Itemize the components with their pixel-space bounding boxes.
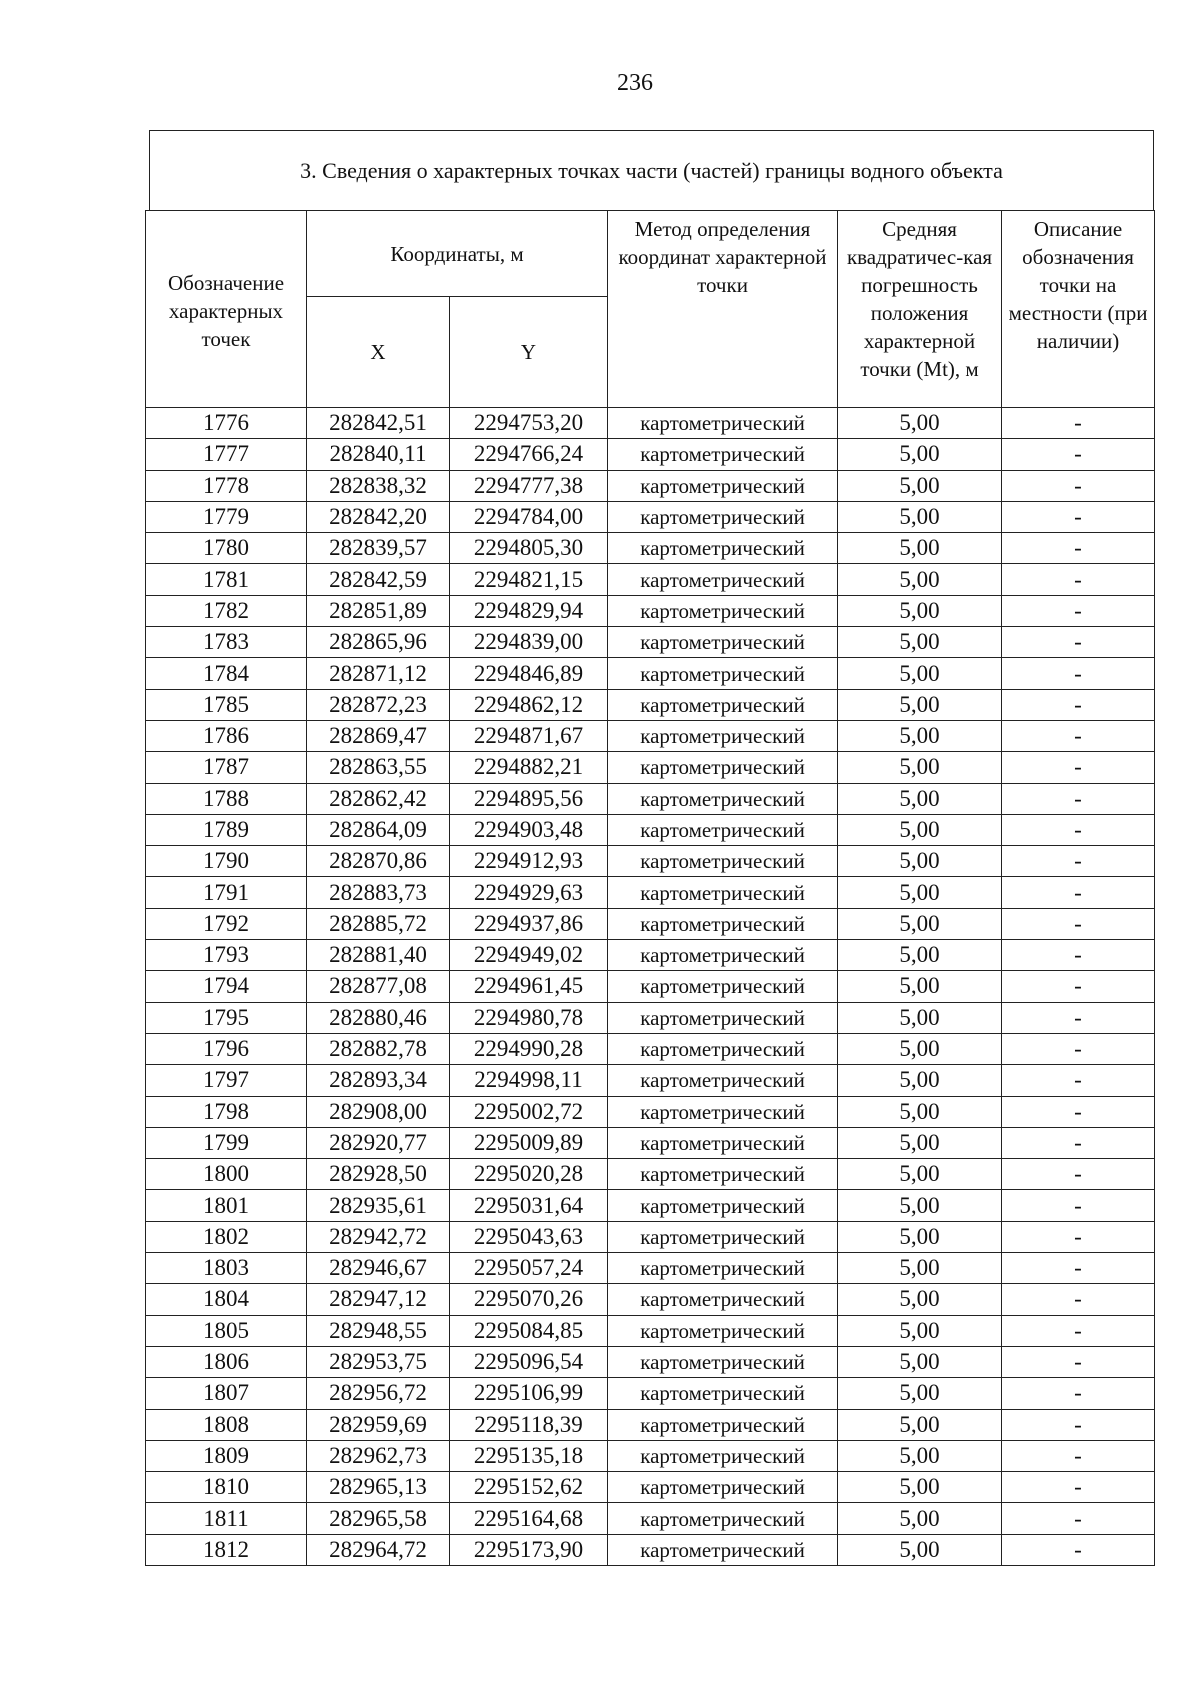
method-cell: картометрический	[608, 533, 838, 564]
header-point-designation: Обозначение характерных точек	[146, 211, 307, 408]
y-coordinate-cell: 2294821,15	[450, 564, 608, 595]
point-id-cell: 1785	[146, 689, 307, 720]
table-row	[146, 564, 1155, 595]
mean-error-cell: 5,00	[838, 1378, 1002, 1409]
y-coordinate-cell: 2294903,48	[450, 814, 608, 845]
mean-error-cell: 5,00	[838, 408, 1002, 439]
method-cell: картометрический	[608, 908, 838, 939]
method-cell: картометрический	[608, 501, 838, 532]
point-id-cell: 1809	[146, 1440, 307, 1471]
mean-error-cell: 5,00	[838, 595, 1002, 626]
y-coordinate-cell: 2294846,89	[450, 658, 608, 689]
description-cell: -	[1002, 658, 1155, 689]
mean-error-cell: 5,00	[838, 846, 1002, 877]
method-cell: картометрический	[608, 1472, 838, 1503]
x-coordinate-cell: 282851,89	[307, 595, 450, 626]
table-row	[146, 752, 1155, 783]
mean-error-cell: 5,00	[838, 470, 1002, 501]
section-title: 3. Сведения о характерных точках части (частей) границы водного объекта	[149, 130, 1154, 210]
mean-error-cell: 5,00	[838, 533, 1002, 564]
table-row	[146, 533, 1155, 564]
point-id-cell: 1779	[146, 501, 307, 532]
table-row	[146, 1096, 1155, 1127]
description-cell: -	[1002, 783, 1155, 814]
method-cell: картометрический	[608, 877, 838, 908]
method-cell: картометрический	[608, 1127, 838, 1158]
point-id-cell: 1781	[146, 564, 307, 595]
y-coordinate-cell: 2294871,67	[450, 720, 608, 751]
description-cell: -	[1002, 971, 1155, 1002]
method-cell: картометрический	[608, 814, 838, 845]
y-coordinate-cell: 2295164,68	[450, 1503, 608, 1534]
table-row	[146, 1284, 1155, 1315]
point-id-cell: 1801	[146, 1190, 307, 1221]
point-id-cell: 1794	[146, 971, 307, 1002]
point-id-cell: 1786	[146, 720, 307, 751]
mean-error-cell: 5,00	[838, 658, 1002, 689]
x-coordinate-cell: 282947,12	[307, 1284, 450, 1315]
mean-error-cell: 5,00	[838, 1284, 1002, 1315]
y-coordinate-cell: 2295173,90	[450, 1534, 608, 1565]
method-cell: картометрический	[608, 1033, 838, 1064]
x-coordinate-cell: 282908,00	[307, 1096, 450, 1127]
table-row	[146, 1033, 1155, 1064]
mean-error-cell: 5,00	[838, 720, 1002, 751]
point-id-cell: 1778	[146, 470, 307, 501]
y-coordinate-cell: 2294829,94	[450, 595, 608, 626]
description-cell: -	[1002, 627, 1155, 658]
point-id-cell: 1798	[146, 1096, 307, 1127]
y-coordinate-cell: 2294839,00	[450, 627, 608, 658]
mean-error-cell: 5,00	[838, 1221, 1002, 1252]
x-coordinate-cell: 282881,40	[307, 940, 450, 971]
point-id-cell: 1791	[146, 877, 307, 908]
y-coordinate-cell: 2294937,86	[450, 908, 608, 939]
table-row	[146, 470, 1155, 501]
mean-error-cell: 5,00	[838, 564, 1002, 595]
x-coordinate-cell: 282842,20	[307, 501, 450, 532]
y-coordinate-cell: 2295118,39	[450, 1409, 608, 1440]
x-coordinate-cell: 282877,08	[307, 971, 450, 1002]
x-coordinate-cell: 282965,13	[307, 1472, 450, 1503]
method-cell: картометрический	[608, 940, 838, 971]
mean-error-cell: 5,00	[838, 1440, 1002, 1471]
table-row	[146, 783, 1155, 814]
description-cell: -	[1002, 1127, 1155, 1158]
description-cell: -	[1002, 720, 1155, 751]
x-coordinate-cell: 282946,67	[307, 1253, 450, 1284]
description-cell: -	[1002, 595, 1155, 626]
mean-error-cell: 5,00	[838, 1002, 1002, 1033]
header-method: Метод определения координат характерной точки	[608, 211, 838, 408]
table-row	[146, 1440, 1155, 1471]
mean-error-cell: 5,00	[838, 908, 1002, 939]
description-cell: -	[1002, 689, 1155, 720]
description-cell: -	[1002, 1159, 1155, 1190]
method-cell: картометрический	[608, 971, 838, 1002]
description-cell: -	[1002, 1534, 1155, 1565]
description-cell: -	[1002, 908, 1155, 939]
y-coordinate-cell: 2295106,99	[450, 1378, 608, 1409]
table-row	[146, 658, 1155, 689]
table-row	[146, 1472, 1155, 1503]
method-cell: картометрический	[608, 1534, 838, 1565]
x-coordinate-cell: 282864,09	[307, 814, 450, 845]
y-coordinate-cell: 2294766,24	[450, 439, 608, 470]
x-coordinate-cell: 282942,72	[307, 1221, 450, 1252]
mean-error-cell: 5,00	[838, 1534, 1002, 1565]
mean-error-cell: 5,00	[838, 689, 1002, 720]
y-coordinate-cell: 2294805,30	[450, 533, 608, 564]
description-cell: -	[1002, 1315, 1155, 1346]
point-id-cell: 1783	[146, 627, 307, 658]
method-cell: картометрический	[608, 1346, 838, 1377]
point-id-cell: 1796	[146, 1033, 307, 1064]
table-row	[146, 501, 1155, 532]
description-cell: -	[1002, 1284, 1155, 1315]
header-coordinates: Координаты, м	[307, 211, 608, 297]
mean-error-cell: 5,00	[838, 627, 1002, 658]
table-row	[146, 1315, 1155, 1346]
mean-error-cell: 5,00	[838, 1409, 1002, 1440]
point-id-cell: 1782	[146, 595, 307, 626]
table-row	[146, 814, 1155, 845]
method-cell: картометрический	[608, 1221, 838, 1252]
table-row	[146, 940, 1155, 971]
header-mean-error: Средняя квадратичес-кая погрешность положения характерной точки (Mt), м	[838, 211, 1002, 408]
y-coordinate-cell: 2294895,56	[450, 783, 608, 814]
table-row	[146, 1221, 1155, 1252]
mean-error-cell: 5,00	[838, 1503, 1002, 1534]
point-id-cell: 1805	[146, 1315, 307, 1346]
point-id-cell: 1788	[146, 783, 307, 814]
method-cell: картометрический	[608, 595, 838, 626]
x-coordinate-cell: 282956,72	[307, 1378, 450, 1409]
description-cell: -	[1002, 1190, 1155, 1221]
table-row	[146, 1534, 1155, 1565]
method-cell: картометрический	[608, 1190, 838, 1221]
method-cell: картометрический	[608, 470, 838, 501]
description-cell: -	[1002, 1503, 1155, 1534]
mean-error-cell: 5,00	[838, 439, 1002, 470]
method-cell: картометрический	[608, 689, 838, 720]
y-coordinate-cell: 2294998,11	[450, 1065, 608, 1096]
method-cell: картометрический	[608, 752, 838, 783]
description-cell: -	[1002, 439, 1155, 470]
method-cell: картометрический	[608, 1096, 838, 1127]
mean-error-cell: 5,00	[838, 1033, 1002, 1064]
point-id-cell: 1808	[146, 1409, 307, 1440]
table-row	[146, 1378, 1155, 1409]
y-coordinate-cell: 2294862,12	[450, 689, 608, 720]
method-cell: картометрический	[608, 1253, 838, 1284]
description-cell: -	[1002, 1346, 1155, 1377]
table-row	[146, 1002, 1155, 1033]
mean-error-cell: 5,00	[838, 1472, 1002, 1503]
point-id-cell: 1799	[146, 1127, 307, 1158]
description-cell: -	[1002, 1033, 1155, 1064]
x-coordinate-cell: 282842,51	[307, 408, 450, 439]
description-cell: -	[1002, 533, 1155, 564]
table-row	[146, 1159, 1155, 1190]
x-coordinate-cell: 282840,11	[307, 439, 450, 470]
table-row	[146, 595, 1155, 626]
x-coordinate-cell: 282959,69	[307, 1409, 450, 1440]
point-id-cell: 1795	[146, 1002, 307, 1033]
description-cell: -	[1002, 408, 1155, 439]
description-cell: -	[1002, 1221, 1155, 1252]
mean-error-cell: 5,00	[838, 1346, 1002, 1377]
x-coordinate-cell: 282953,75	[307, 1346, 450, 1377]
method-cell: картометрический	[608, 1503, 838, 1534]
method-cell: картометрический	[608, 1159, 838, 1190]
y-coordinate-cell: 2295009,89	[450, 1127, 608, 1158]
table-row	[146, 1190, 1155, 1221]
table-row	[146, 408, 1155, 439]
description-cell: -	[1002, 1002, 1155, 1033]
y-coordinate-cell: 2295031,64	[450, 1190, 608, 1221]
y-coordinate-cell: 2295057,24	[450, 1253, 608, 1284]
description-cell: -	[1002, 1409, 1155, 1440]
method-cell: картометрический	[608, 1315, 838, 1346]
table-row	[146, 846, 1155, 877]
point-id-cell: 1790	[146, 846, 307, 877]
description-cell: -	[1002, 1472, 1155, 1503]
description-cell: -	[1002, 846, 1155, 877]
x-coordinate-cell: 282863,55	[307, 752, 450, 783]
y-coordinate-cell: 2295096,54	[450, 1346, 608, 1377]
mean-error-cell: 5,00	[838, 1253, 1002, 1284]
method-cell: картометрический	[608, 658, 838, 689]
page-number: 236	[617, 70, 653, 96]
method-cell: картометрический	[608, 1440, 838, 1471]
y-coordinate-cell: 2294961,45	[450, 971, 608, 1002]
table-row	[146, 689, 1155, 720]
x-coordinate-cell: 282882,78	[307, 1033, 450, 1064]
mean-error-cell: 5,00	[838, 1315, 1002, 1346]
mean-error-cell: 5,00	[838, 971, 1002, 1002]
table-row	[146, 1065, 1155, 1096]
table-row	[146, 877, 1155, 908]
x-coordinate-cell: 282883,73	[307, 877, 450, 908]
description-cell: -	[1002, 564, 1155, 595]
point-id-cell: 1776	[146, 408, 307, 439]
y-coordinate-cell: 2295070,26	[450, 1284, 608, 1315]
x-coordinate-cell: 282893,34	[307, 1065, 450, 1096]
point-id-cell: 1789	[146, 814, 307, 845]
y-coordinate-cell: 2294990,28	[450, 1033, 608, 1064]
x-coordinate-cell: 282962,73	[307, 1440, 450, 1471]
x-coordinate-cell: 282870,86	[307, 846, 450, 877]
x-coordinate-cell: 282872,23	[307, 689, 450, 720]
table-row	[146, 908, 1155, 939]
point-id-cell: 1803	[146, 1253, 307, 1284]
x-coordinate-cell: 282838,32	[307, 470, 450, 501]
mean-error-cell: 5,00	[838, 1190, 1002, 1221]
y-coordinate-cell: 2295020,28	[450, 1159, 608, 1190]
x-coordinate-cell: 282935,61	[307, 1190, 450, 1221]
y-coordinate-cell: 2294912,93	[450, 846, 608, 877]
point-id-cell: 1784	[146, 658, 307, 689]
point-id-cell: 1811	[146, 1503, 307, 1534]
method-cell: картометрический	[608, 627, 838, 658]
description-cell: -	[1002, 814, 1155, 845]
table-row	[146, 1127, 1155, 1158]
method-cell: картометрический	[608, 1065, 838, 1096]
y-coordinate-cell: 2294882,21	[450, 752, 608, 783]
point-id-cell: 1800	[146, 1159, 307, 1190]
point-id-cell: 1812	[146, 1534, 307, 1565]
y-coordinate-cell: 2295135,18	[450, 1440, 608, 1471]
table-row	[146, 1503, 1155, 1534]
description-cell: -	[1002, 470, 1155, 501]
mean-error-cell: 5,00	[838, 1065, 1002, 1096]
mean-error-cell: 5,00	[838, 1127, 1002, 1158]
y-coordinate-cell: 2294777,38	[450, 470, 608, 501]
y-coordinate-cell: 2295084,85	[450, 1315, 608, 1346]
x-coordinate-cell: 282880,46	[307, 1002, 450, 1033]
x-coordinate-cell: 282862,42	[307, 783, 450, 814]
description-cell: -	[1002, 877, 1155, 908]
description-cell: -	[1002, 752, 1155, 783]
x-coordinate-cell: 282839,57	[307, 533, 450, 564]
x-coordinate-cell: 282842,59	[307, 564, 450, 595]
description-cell: -	[1002, 501, 1155, 532]
point-id-cell: 1792	[146, 908, 307, 939]
x-coordinate-cell: 282928,50	[307, 1159, 450, 1190]
method-cell: картометрический	[608, 1284, 838, 1315]
y-coordinate-cell: 2294949,02	[450, 940, 608, 971]
description-cell: -	[1002, 1065, 1155, 1096]
x-coordinate-cell: 282920,77	[307, 1127, 450, 1158]
point-id-cell: 1793	[146, 940, 307, 971]
method-cell: картометрический	[608, 846, 838, 877]
table-row	[146, 1253, 1155, 1284]
method-cell: картометрический	[608, 1409, 838, 1440]
header-x: X	[307, 297, 450, 408]
y-coordinate-cell: 2295002,72	[450, 1096, 608, 1127]
y-coordinate-cell: 2295043,63	[450, 1221, 608, 1252]
method-cell: картометрический	[608, 1002, 838, 1033]
mean-error-cell: 5,00	[838, 501, 1002, 532]
y-coordinate-cell: 2294929,63	[450, 877, 608, 908]
mean-error-cell: 5,00	[838, 940, 1002, 971]
mean-error-cell: 5,00	[838, 752, 1002, 783]
method-cell: картометрический	[608, 720, 838, 751]
y-coordinate-cell: 2294753,20	[450, 408, 608, 439]
table-row	[146, 627, 1155, 658]
x-coordinate-cell: 282964,72	[307, 1534, 450, 1565]
y-coordinate-cell: 2294980,78	[450, 1002, 608, 1033]
method-cell: картометрический	[608, 439, 838, 470]
point-id-cell: 1806	[146, 1346, 307, 1377]
method-cell: картометрический	[608, 408, 838, 439]
x-coordinate-cell: 282869,47	[307, 720, 450, 751]
point-id-cell: 1804	[146, 1284, 307, 1315]
table-row	[146, 720, 1155, 751]
mean-error-cell: 5,00	[838, 1096, 1002, 1127]
y-coordinate-cell: 2295152,62	[450, 1472, 608, 1503]
header-y: Y	[450, 297, 608, 408]
point-id-cell: 1787	[146, 752, 307, 783]
point-id-cell: 1807	[146, 1378, 307, 1409]
mean-error-cell: 5,00	[838, 814, 1002, 845]
description-cell: -	[1002, 1378, 1155, 1409]
description-cell: -	[1002, 940, 1155, 971]
method-cell: картометрический	[608, 564, 838, 595]
x-coordinate-cell: 282965,58	[307, 1503, 450, 1534]
method-cell: картометрический	[608, 783, 838, 814]
points-table	[145, 210, 1155, 1566]
mean-error-cell: 5,00	[838, 1159, 1002, 1190]
mean-error-cell: 5,00	[838, 783, 1002, 814]
mean-error-cell: 5,00	[838, 877, 1002, 908]
table-row	[146, 439, 1155, 470]
point-id-cell: 1777	[146, 439, 307, 470]
table-row	[146, 1409, 1155, 1440]
header-description: Описание обозначения точки на местности (при наличии)	[1002, 211, 1155, 408]
description-cell: -	[1002, 1253, 1155, 1284]
x-coordinate-cell: 282885,72	[307, 908, 450, 939]
table-row	[146, 1346, 1155, 1377]
description-cell: -	[1002, 1440, 1155, 1471]
x-coordinate-cell: 282871,12	[307, 658, 450, 689]
point-id-cell: 1810	[146, 1472, 307, 1503]
x-coordinate-cell: 282865,96	[307, 627, 450, 658]
point-id-cell: 1797	[146, 1065, 307, 1096]
table-row	[146, 971, 1155, 1002]
point-id-cell: 1780	[146, 533, 307, 564]
x-coordinate-cell: 282948,55	[307, 1315, 450, 1346]
y-coordinate-cell: 2294784,00	[450, 501, 608, 532]
method-cell: картометрический	[608, 1378, 838, 1409]
point-id-cell: 1802	[146, 1221, 307, 1252]
description-cell: -	[1002, 1096, 1155, 1127]
